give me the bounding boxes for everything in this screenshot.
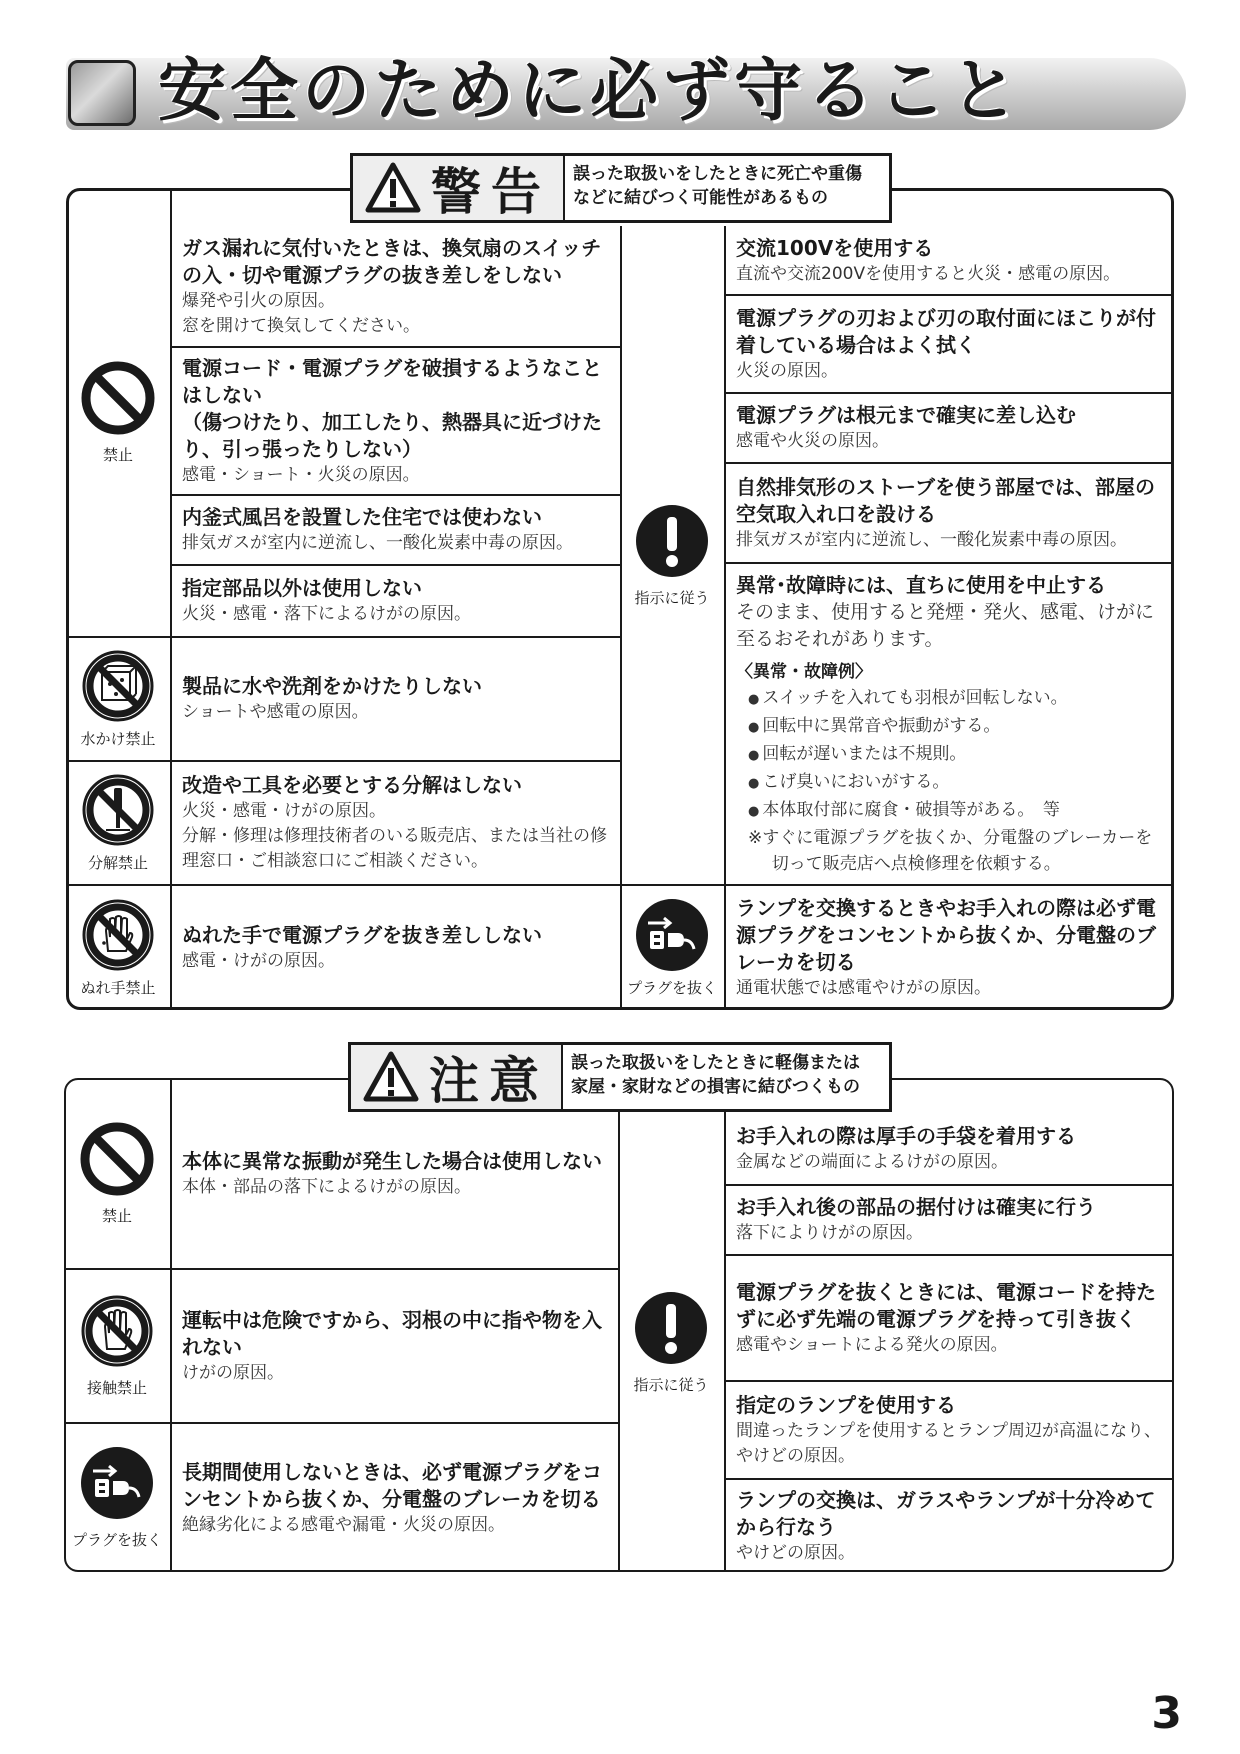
example-title: 〈異常・故障例〉 <box>736 662 872 682</box>
example-item: ● 回転中に異常音や振動がする。 <box>748 713 1164 741</box>
item-note: 火災・感電・けがの原因。 <box>182 801 386 821</box>
caution-item-gloves <box>726 1114 1174 1184</box>
item-note: 火災の原因。 <box>736 360 838 381</box>
item-note: やけどの原因。 <box>736 1542 855 1563</box>
item-heading: ぬれた手で電源プラグを抜き差ししない <box>182 923 542 947</box>
no-water-icon-cell <box>66 636 170 760</box>
item-note: 感電や火災の原因。 <box>736 431 889 451</box>
no-water-label: 水かけ禁止 <box>80 729 156 748</box>
item-heading-detail: （傷つけたり、加工したり、熱器具に近づけたり、引っ張ったりしない） <box>182 409 602 461</box>
example-item: ● スイッチを入れても羽根が回転しない。 <box>748 685 1164 713</box>
item-heading: 指定のランプを使用する <box>736 1392 956 1417</box>
page-number: 3 <box>1151 1688 1182 1739</box>
caution-item-vibration <box>172 1080 618 1268</box>
item-heading: 自然排気形のストーブを使う部屋では、部屋の空気取入れ口を設ける <box>736 474 1155 526</box>
prohibit-icon <box>79 1121 155 1197</box>
caution-item-lamp-cool <box>726 1480 1174 1572</box>
item-note: 感電やショートによる発火の原因。 <box>736 1334 1008 1355</box>
item-note: 爆発や引火の原因。 <box>182 291 335 311</box>
prohibit-label: 禁止 <box>101 1206 132 1225</box>
warning-item-insert-plug <box>726 394 1174 462</box>
item-heading: 電源プラグの刃および刃の取付面にほこりが付着している場合はよく拭く <box>736 305 1156 357</box>
example-item: ● 本体取付部に腐食・破損等がある。 等 <box>748 797 1164 825</box>
warning-desc-line-2: などに結びつく可能性があるもの <box>573 188 828 208</box>
item-heading: ランプの交換は、ガラスやランプが十分冷めてから行なう <box>736 1487 1156 1539</box>
prohibit-icon <box>80 360 156 436</box>
unplug-label: プラグを抜く <box>626 978 717 997</box>
item-heading: ランプを交換するときやお手入れの際は必ず電源プラグをコンセントから抜くか、分電盤のブレーカを切る <box>736 896 1156 974</box>
exclamation-icon <box>634 503 710 579</box>
example-note: ※すぐに電源プラグを抜くか、分電盤のブレーカーを切って販売店へ点検修理を依頼する。 <box>748 828 1153 874</box>
follow-label: 指示に従う <box>634 588 710 607</box>
caution-item-fingers <box>172 1270 618 1422</box>
item-heading: 異常･故障時には、直ちに使用を中止する <box>736 573 1106 597</box>
unplug-icon <box>79 1445 155 1521</box>
warning-item-water <box>172 638 620 760</box>
warning-desc-line-1: 誤った取扱いをしたときに死亡や重傷 <box>573 164 862 184</box>
item-heading: 電源プラグは根元まで確実に差し込む <box>736 403 1076 427</box>
warning-item-parts <box>172 566 620 636</box>
item-heading: 製品に水や洗剤をかけたりしない <box>182 674 482 698</box>
item-note: 排気ガスが室内に逆流し、一酸化炭素中毒の原因。 <box>736 529 1127 550</box>
item-heading: 内釜式風呂を設置した住宅では使わない <box>182 505 542 529</box>
item-note: ショートや感電の原因。 <box>182 702 369 722</box>
caution-item-lamp-type <box>726 1382 1174 1478</box>
item-note: 火災・感電・落下によるけがの原因。 <box>182 604 471 624</box>
no-touch-icon <box>79 1293 155 1369</box>
warning-item-gas-leak <box>172 228 620 346</box>
caution-item-pull-plug <box>726 1256 1174 1380</box>
no-water-icon <box>80 648 156 724</box>
warning-item-dust <box>726 296 1174 392</box>
item-note: 排気ガスが室内に逆流し、一酸化炭素中毒の原因。 <box>182 533 573 553</box>
caution-item-long-unused <box>172 1424 618 1572</box>
warning-item-wet-hands <box>172 886 620 1010</box>
caution-label: 注意 <box>429 1052 549 1110</box>
warning-label-box <box>350 153 892 223</box>
warning-item-stove <box>726 464 1174 562</box>
item-note: 間違ったランプを使用するとランプ周辺が高温になり、やけどの原因。 <box>736 1420 1161 1466</box>
follow-label: 指示に従う <box>633 1375 709 1394</box>
item-note: 本体・部品の落下によるけがの原因。 <box>182 1177 471 1197</box>
item-note: 窓を開けて換気してください。 <box>182 316 420 336</box>
no-disassemble-icon <box>80 772 156 848</box>
caution-desc-line-1: 誤った取扱いをしたときに軽傷または <box>571 1053 860 1073</box>
warning-item-malfunction <box>726 564 1174 884</box>
unplug-icon-cell <box>620 884 724 1010</box>
unplug-icon-cell <box>64 1422 170 1572</box>
item-note: 落下によりけがの原因。 <box>736 1223 923 1243</box>
title-square-icon <box>68 60 136 126</box>
no-disassemble-label: 分解禁止 <box>87 853 148 872</box>
item-heading: 運転中は危険ですから、羽根の中に指や物を入れない <box>182 1307 602 1359</box>
follow-icon-cell <box>618 1112 724 1572</box>
prohibit-icon-cell <box>66 188 170 636</box>
item-note: そのまま、使用すると発煙・発火、感電、けがに至るおそれがあります。 <box>736 601 1155 650</box>
example-item: ● 回転が遅いまたは不規則。 <box>748 741 1164 769</box>
warning-triangle-icon <box>365 162 421 214</box>
warning-description <box>565 156 870 220</box>
warning-label-main <box>353 156 565 220</box>
caution-item-reinstall <box>726 1186 1174 1254</box>
item-heading: 改造や工具を必要とする分解はしない <box>182 773 522 797</box>
example-list <box>736 685 1164 877</box>
item-note: 金属などの端面によるけがの原因。 <box>736 1152 1008 1172</box>
item-heading: 電源プラグを抜くときには、電源コードを持たずに必ず先端の電源プラグを持って引き抜く <box>736 1279 1156 1331</box>
item-heading: ガス漏れに気付いたときは、換気扇のスイッチの入・切や電源プラグの抜き差しをしない <box>182 236 602 287</box>
no-disassemble-icon-cell <box>66 760 170 884</box>
warning-label: 警告 <box>431 163 551 221</box>
prohibit-label: 禁止 <box>102 445 133 464</box>
warning-item-100v <box>726 228 1174 294</box>
item-heading: 電源コード・電源プラグを破損するようなことはしない <box>182 355 602 407</box>
item-note: 直流や交流200Vを使用すると火災・感電の原因。 <box>736 264 1121 284</box>
item-heading: 交流100Vを使用する <box>736 236 934 260</box>
item-heading: 指定部品以外は使用しない <box>182 576 422 600</box>
unplug-label: プラグを抜く <box>71 1530 162 1549</box>
caution-desc-line-2: 家屋・家財などの損害に結びつくもの <box>571 1077 860 1097</box>
item-note: 通電状態では感電やけがの原因。 <box>736 978 991 998</box>
exclamation-icon <box>633 1290 709 1366</box>
item-note: 感電・けがの原因。 <box>182 951 335 971</box>
warning-item-bath <box>172 496 620 564</box>
no-wet-hands-label: ぬれ手禁止 <box>80 978 156 997</box>
warning-item-unplug-lamp <box>726 886 1174 1010</box>
item-note: 分解・修理は修理技術者のいる販売店、または当社の修理窓口・ご相談窓口にご相談ください。 <box>182 826 607 871</box>
no-touch-label: 接触禁止 <box>86 1378 147 1397</box>
item-note: 絶縁劣化による感電や漏電・火災の原因。 <box>182 1514 505 1535</box>
no-touch-icon-cell <box>64 1268 170 1422</box>
warning-item-cord-damage <box>172 348 620 494</box>
warning-item-disassemble <box>172 762 620 884</box>
no-wet-hands-icon <box>80 897 156 973</box>
item-heading: お手入れの際は厚手の手袋を着用する <box>736 1124 1076 1148</box>
no-wet-hands-icon-cell <box>66 884 170 1010</box>
item-heading: 長期間使用しないときは、必ず電源プラグをコンセントから抜くか、分電盤のブレーカを切る <box>182 1459 602 1511</box>
example-item: ● こげ臭いにおいがする。 <box>748 769 1164 797</box>
prohibit-icon-cell <box>64 1078 170 1268</box>
page-title: 安全のために必ず守ること <box>158 52 1023 131</box>
item-heading: 本体に異常な振動が発生した場合は使用しない <box>182 1149 602 1173</box>
follow-icon-cell <box>620 226 724 884</box>
item-note: けがの原因。 <box>182 1362 284 1383</box>
item-note: 感電・ショート・火災の原因。 <box>182 464 420 485</box>
item-heading: お手入れ後の部品の据付けは確実に行う <box>736 1195 1096 1219</box>
unplug-icon <box>634 897 710 973</box>
